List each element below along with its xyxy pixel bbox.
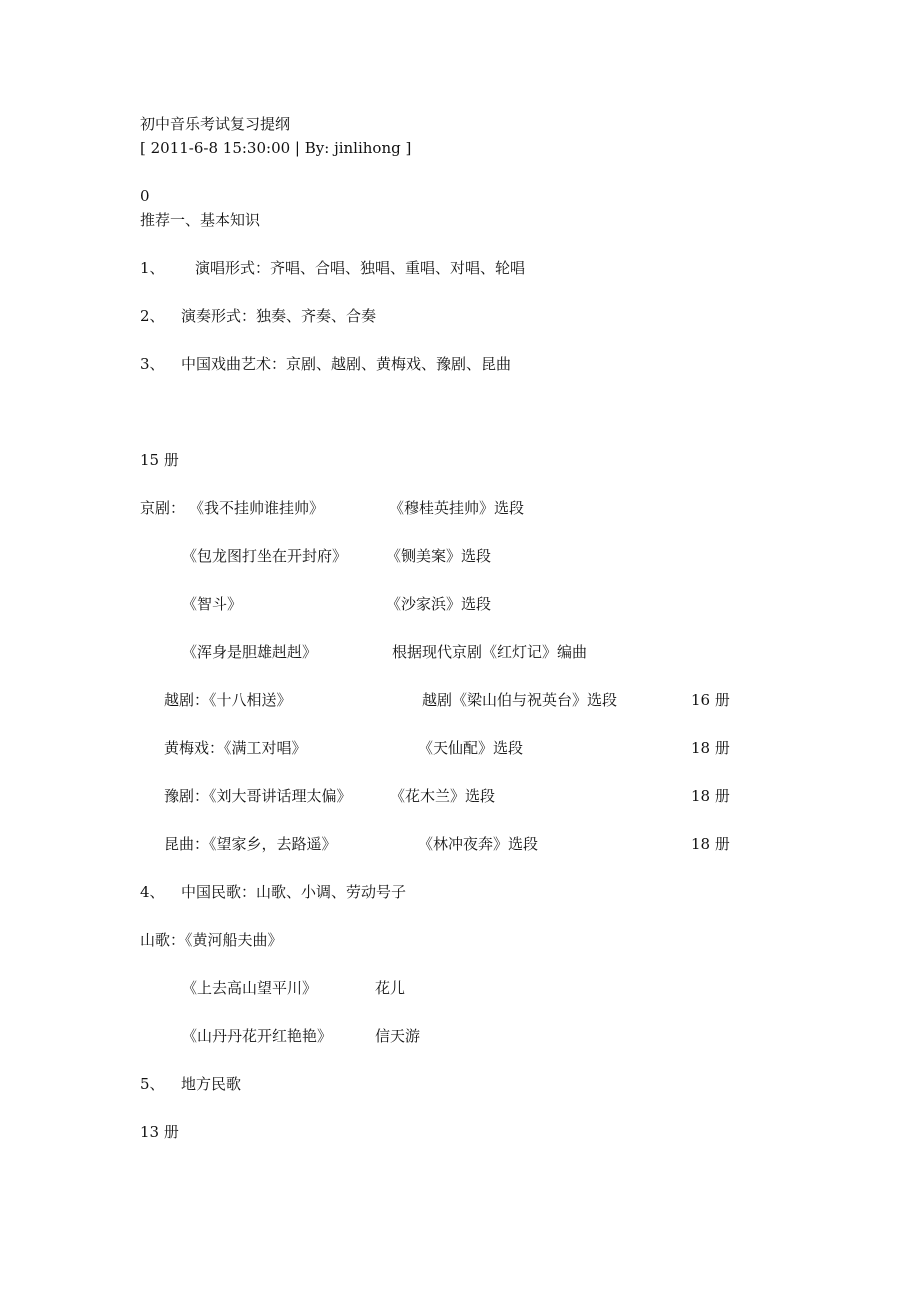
jingju-source: 《沙家浜》选段 (386, 595, 492, 613)
item-text: 地方民歌 (181, 1075, 242, 1093)
item-text: 演唱形式：齐唱、合唱、独唱、重唱、对唱、轮唱 (195, 259, 526, 277)
jingju-source: 根据现代京剧《红灯记》编曲 (392, 643, 588, 661)
jingju-source: 《铡美案》选段 (386, 547, 492, 565)
jingju-piece: 《包龙图打坐在开封府》 (182, 547, 348, 565)
book-label: 13 册 (140, 1123, 179, 1141)
jingju-source: 《穆桂英挂帅》选段 (389, 499, 525, 517)
jingju-piece: 《智斗》 (182, 595, 243, 613)
opera-piece: 昆曲：《望家乡，去路遥》 (164, 835, 337, 853)
shange-piece: 《山丹丹花开红艳艳》 (182, 1027, 333, 1045)
opera-book: 18 册 (691, 835, 730, 853)
opera-source: 《林冲夜奔》选段 (418, 835, 539, 853)
zero-mark: 0 (140, 187, 150, 205)
item-number: 4、 (140, 883, 165, 901)
item-text: 中国戏曲艺术：京剧、越剧、黄梅戏、豫剧、昆曲 (181, 355, 512, 373)
item-number: 2、 (140, 307, 165, 325)
item-number: 1、 (140, 259, 165, 277)
opera-piece: 豫剧：《刘大哥讲话理太偏》 (164, 787, 352, 805)
section-heading: 推荐一、基本知识 (140, 211, 261, 229)
item-number: 3、 (140, 355, 165, 373)
opera-source: 越剧《梁山伯与祝英台》选段 (422, 691, 618, 709)
opera-piece: 越剧：《十八相送》 (164, 691, 292, 709)
shange-genre: 花儿 (375, 979, 406, 997)
jingju-label: 京剧： (140, 499, 186, 517)
opera-book: 16 册 (691, 691, 730, 709)
shange-piece: 《上去高山望平川》 (182, 979, 318, 997)
item-text: 中国民歌：山歌、小调、劳动号子 (181, 883, 407, 901)
shange-label: 山歌：《黄河船夫曲》 (140, 931, 283, 949)
opera-source: 《天仙配》选段 (418, 739, 524, 757)
doc-title: 初中音乐考试复习提纲 (140, 115, 291, 133)
opera-source: 《花木兰》选段 (390, 787, 496, 805)
jingju-piece: 《我不挂帅谁挂帅》 (189, 499, 325, 517)
doc-meta: [ 2011-6-8 15:30:00 | By: jinlihong ] (140, 139, 412, 157)
item-number: 5、 (140, 1075, 165, 1093)
shange-genre: 信天游 (375, 1027, 421, 1045)
jingju-piece: 《浑身是胆雄赳赳》 (182, 643, 318, 661)
opera-book: 18 册 (691, 739, 730, 757)
item-text: 演奏形式：独奏、齐奏、合奏 (181, 307, 377, 325)
opera-book: 18 册 (691, 787, 730, 805)
book-label: 15 册 (140, 451, 179, 469)
opera-piece: 黄梅戏：《满工对唱》 (164, 739, 307, 757)
